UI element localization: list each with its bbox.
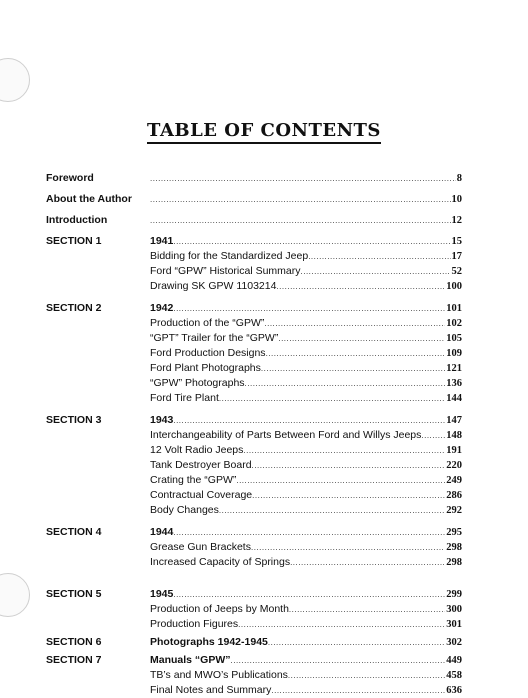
toc-section [46,525,462,570]
section-label: SECTION 3 [46,414,102,426]
dot-leader [173,587,445,602]
entry-title: Bidding for the Standardized Jeep [150,250,309,262]
section-label: SECTION 4 [46,526,102,538]
section-entries [150,653,462,698]
page-title-text: TABLE OF CONTENTS [147,121,381,144]
entry-title: 1941 [150,235,174,247]
entry-page-number: 121 [446,363,462,374]
entry-page-number: 300 [446,604,462,615]
section-entries [150,635,462,650]
toc-section [46,192,462,207]
entry-page-number: 191 [446,445,462,456]
toc-entry[interactable] [150,413,462,428]
section-entries [150,192,462,207]
dot-leader [173,234,450,249]
dot-leader [278,331,445,346]
entry-title: Drawing SK GPW 1103214 [150,280,277,292]
entry-title: Ford Tire Plant [150,392,219,404]
entry-title: Ford Plant Photographs [150,362,261,374]
entry-page-number: 100 [446,281,462,292]
toc-entry[interactable] [150,213,462,228]
entry-page-number: 298 [446,557,462,568]
dot-leader [266,346,446,361]
dot-leader [150,192,451,207]
dot-leader [268,635,445,650]
entry-title: Final Notes and Summary [150,684,272,696]
toc-entry[interactable] [150,331,462,346]
entry-page-number: 286 [446,490,462,501]
section-label: SECTION 5 [46,588,102,600]
entry-page-number: 299 [446,589,462,600]
section-label: About the Author [46,193,132,205]
entry-page-number: 136 [446,378,462,389]
dot-leader [231,653,446,668]
dot-leader [252,488,445,503]
toc-entry[interactable] [150,171,462,186]
toc-entry[interactable] [150,540,462,555]
entry-page-number: 147 [446,415,462,426]
toc-entry[interactable] [150,428,462,443]
toc-entry[interactable] [150,503,462,518]
section-entries [150,525,462,570]
entry-title: Grease Gun Brackets [150,541,251,553]
entry-title: 12 Volt Radio Jeeps [150,444,244,456]
dot-leader [251,540,445,555]
section-entries [150,413,462,518]
toc-entry[interactable] [150,488,462,503]
dot-leader [243,443,445,458]
toc-entry[interactable] [150,683,462,698]
section-label: SECTION 7 [46,654,102,666]
entry-title: Increased Capacity of Springs [150,556,291,568]
toc-section [46,635,462,650]
entry-title: Ford Production Designs [150,347,266,359]
section-entries [150,171,462,186]
section-label: SECTION 6 [46,636,102,648]
entry-page-number: 105 [446,333,462,344]
dot-leader [271,683,445,698]
page-title [0,121,528,144]
entry-title: Contractual Coverage [150,489,253,501]
toc-section [46,171,462,186]
entry-title: “GPW” Photographs [150,377,245,389]
dot-leader [308,249,450,264]
section-entries [150,234,462,294]
toc-entry[interactable] [150,376,462,391]
entry-title: Production Figures [150,618,239,630]
toc-section [46,587,462,632]
section-label: SECTION 2 [46,302,102,314]
entry-title: 1945 [150,588,174,600]
entry-page-number: 249 [446,475,462,486]
dot-leader [173,413,445,428]
entry-title: Photographs 1942-1945 [150,636,268,648]
entry-title: 1943 [150,414,174,426]
dot-leader [173,525,445,540]
entry-title: Production of the “GPW” [150,317,265,329]
table-of-contents [46,171,462,698]
toc-entry[interactable] [150,653,462,668]
entry-title: Body Changes [150,504,219,516]
entry-page-number: 10 [451,194,462,205]
toc-entry[interactable] [150,234,462,249]
entry-title: 1944 [150,526,174,538]
entry-page-number: 109 [446,348,462,359]
entry-page-number: 144 [446,393,462,404]
dot-leader [219,503,445,518]
section-entries [150,301,462,406]
entry-page-number: 15 [451,236,462,247]
toc-entry[interactable] [150,443,462,458]
entry-title: Interchangeability of Parts Between Ford and Willys Jeeps [150,429,422,441]
toc-section [46,653,462,698]
section-entries [150,213,462,228]
section-label: Introduction [46,214,108,226]
dot-leader [236,473,445,488]
dot-leader [290,555,445,570]
toc-entry[interactable] [150,249,462,264]
entry-title: Ford “GPW” Historical Summary [150,265,301,277]
toc-section [46,234,462,294]
entry-page-number: 298 [446,542,462,553]
toc-entry[interactable] [150,458,462,473]
dot-leader [252,458,446,473]
toc-entry[interactable] [150,192,462,207]
toc-entry[interactable] [150,301,462,316]
toc-entry[interactable] [150,617,462,632]
toc-entry[interactable] [150,264,462,279]
dot-leader [261,361,445,376]
toc-entry[interactable] [150,316,462,331]
entry-page-number: 301 [446,619,462,630]
toc-entry[interactable] [150,473,462,488]
entry-title: “GPT” Trailer for the “GPW” [150,332,279,344]
toc-entry[interactable] [150,525,462,540]
toc-entry[interactable] [150,635,462,650]
section-label: SECTION 1 [46,235,102,247]
binder-hole-top [0,58,30,102]
entry-page-number: 17 [451,251,462,262]
entry-title: TB’s and MWO’s Publications [150,669,288,681]
entry-title: 1942 [150,302,174,314]
entry-page-number: 449 [446,655,462,666]
toc-entry[interactable] [150,602,462,617]
toc-section [46,213,462,228]
entry-page-number: 292 [446,505,462,516]
entry-page-number: 458 [446,670,462,681]
toc-entry[interactable] [150,587,462,602]
entry-page-number: 8 [456,173,462,184]
dot-leader [150,213,451,228]
toc-entry[interactable] [150,361,462,376]
binder-hole-bottom [0,573,30,617]
entry-title: Crating the “GPW” [150,474,237,486]
toc-entry[interactable] [150,391,462,406]
entry-page-number: 102 [446,318,462,329]
entry-page-number: 12 [451,215,462,226]
entry-page-number: 302 [446,637,462,648]
section-label: Foreword [46,172,94,184]
dot-leader [289,602,445,617]
toc-entry[interactable] [150,346,462,361]
toc-entry[interactable] [150,279,462,294]
toc-section [46,413,462,518]
entry-page-number: 148 [446,430,462,441]
entry-title: Tank Destroyer Board [150,459,252,471]
dot-leader [264,316,445,331]
entry-page-number: 636 [446,685,462,696]
entry-page-number: 295 [446,527,462,538]
entry-title: Production of Jeeps by Month [150,603,289,615]
dot-leader [238,617,445,632]
entry-title: Manuals “GPW” [150,654,231,666]
dot-leader [301,264,451,279]
dot-leader [421,428,445,443]
toc-entry[interactable] [150,555,462,570]
entry-page-number: 220 [446,460,462,471]
dot-leader [288,668,445,683]
dot-leader [276,279,445,294]
dot-leader [245,376,446,391]
entry-page-number: 52 [451,266,462,277]
toc-entry[interactable] [150,668,462,683]
entry-page-number: 101 [446,303,462,314]
section-entries [150,587,462,632]
dot-leader [219,391,445,406]
dot-leader [150,171,456,186]
toc-section [46,301,462,406]
dot-leader [173,301,445,316]
